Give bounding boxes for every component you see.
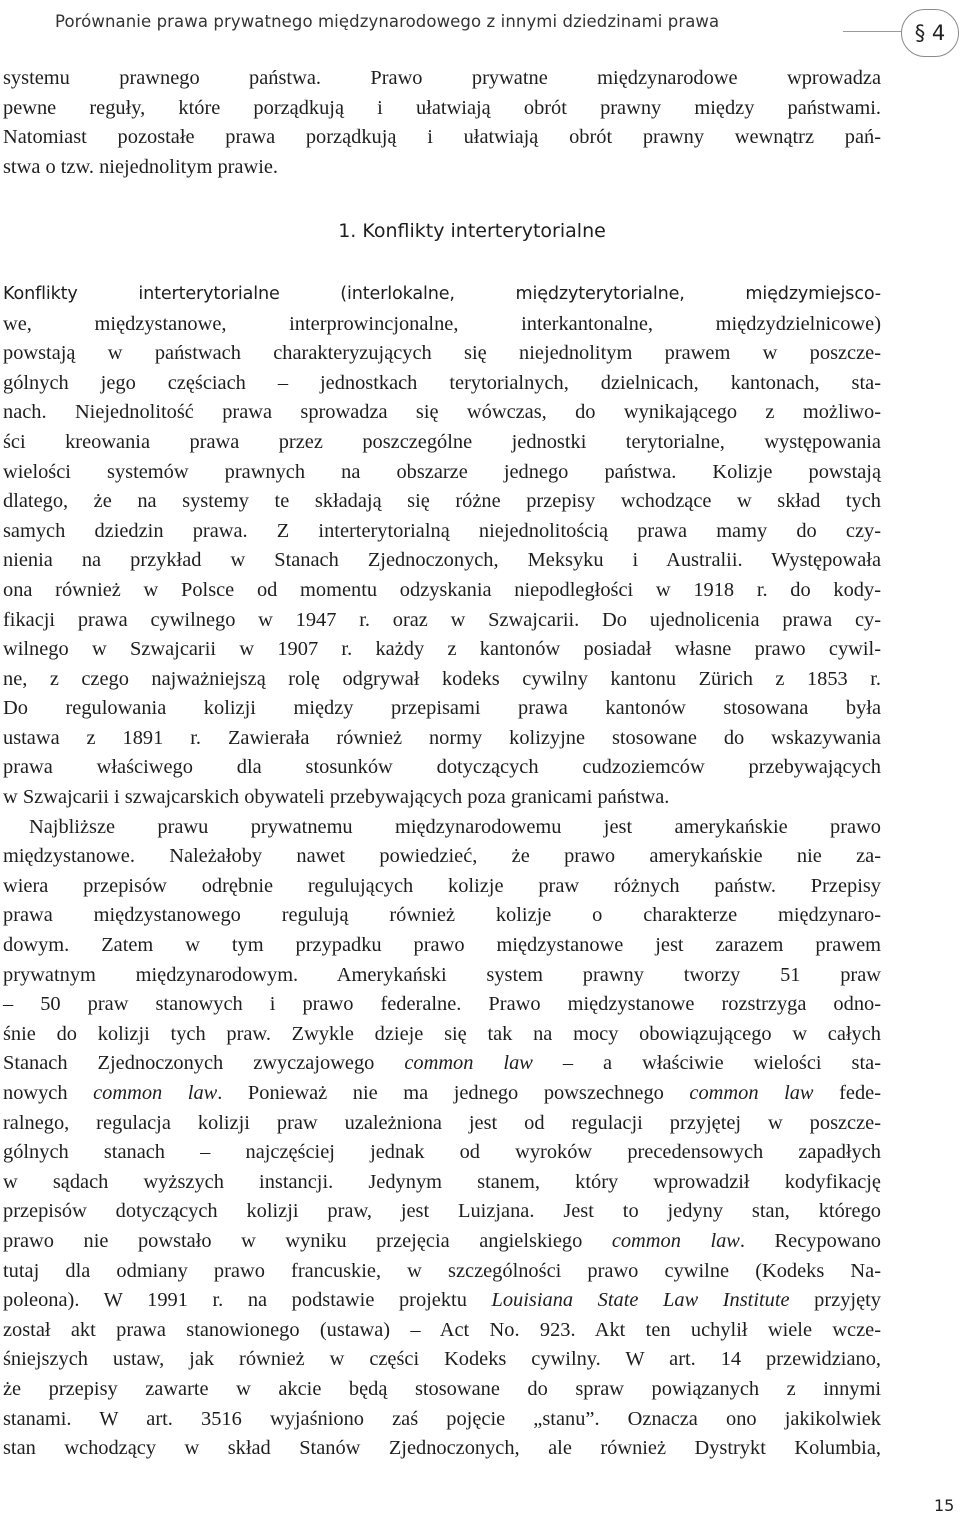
text-line: że przepisy zawarte w akcie będą stosowane do spraw powiązanych z innymi <box>3 1377 881 1400</box>
text-line: gólnych stanach – najczęściej jednak od wyroków precedensowych zapadłych <box>3 1141 881 1164</box>
text-line: powstają w państwach charakteryzujących się niejednolitym prawem w poszcze- <box>3 342 881 365</box>
paragraph-1 <box>3 280 881 813</box>
text-line: wiera przepisów odrębnie regulujących kolizje praw różnych państw. Przepisy <box>3 874 881 897</box>
text-line: nienia na przykład w Stanach Zjednoczonych, Meksyku i Australii. Występowała <box>3 549 881 572</box>
text-line: prawa właściwego dla stosunków dotyczących cudzoziemców przebywających <box>3 756 881 779</box>
text-line: śnie do kolizji tych praw. Zwykle dzieje się tak na mocy obowiązującego w całych <box>3 1022 881 1045</box>
text-line: Natomiast pozostałe prawa porządkują i ułatwiają obrót prawny wewnątrz pań- <box>3 126 881 149</box>
text-line: dowym. Zatem w tym przypadku prawo międzystanowe jest zarazem prawem <box>3 934 881 957</box>
text-line <box>3 1049 881 1079</box>
text-line: Najbliższe prawu prywatnemu międzynarodowemu jest amerykańskie prawo <box>29 815 881 838</box>
page-number: 15 <box>934 1496 955 1515</box>
text-line: we, międzystanowe, interprowincjonalne, interkantonalne, międzydzielnicowe) <box>3 312 881 335</box>
text-line: fikacji prawa cywilnego w 1947 r. oraz w Szwajcarii. Do ujednolicenia prawa cy- <box>3 608 881 631</box>
text-run: przyjęty <box>789 1289 881 1312</box>
text-line: ści kreowania prawa przez poszczególne jednostki terytorialne, występowania <box>3 430 881 453</box>
text-line: dlatego, że na systemy te składają się różne przepisy wchodzące w skład tych <box>3 490 881 513</box>
text-line: stanami. W art. 3516 wyjaśniono zaś pojęcie „stanu”. Oznacza ono jakikolwiek <box>3 1407 881 1430</box>
text-line: ona również w Polsce od momentu odzyskania niepodległości w 1918 r. do kody- <box>3 578 881 601</box>
text-line: przepisów dotyczących kolizji praw, jest Luizjana. Jest to jedyny stan, którego <box>3 1200 881 1223</box>
text-line: prawa międzystanowego regulują również kolizje o charakterze międzynaro- <box>3 904 881 927</box>
text-line: w sądach wyższych instancji. Jedynym stanem, który wprowadził kodyfikację <box>3 1170 881 1193</box>
italic-term: common law <box>611 1229 740 1252</box>
section-badge: § 4 <box>901 9 959 57</box>
text-line: stwa o tzw. niejednolitym prawie. <box>3 155 279 178</box>
text-line: wilnego w Szwajcarii w 1907 r. każdy z kantonów posiadał własne prawo cywil- <box>3 638 881 661</box>
text-line: stan wchodzący w skład Stanów Zjednoczonych, ale również Dystrykt Kolumbia, <box>3 1437 881 1460</box>
italic-term: common law <box>404 1052 533 1075</box>
text-line: Konflikty interterytorialne (interlokalne, międzyterytorialne, międzymiejsco- <box>3 283 881 304</box>
text-run: fede- <box>813 1082 881 1104</box>
intro-paragraph <box>3 64 881 182</box>
text-line: prywatnym międzynarodowym. Amerykański system prawny tworzy 51 praw <box>3 963 881 986</box>
text-line <box>3 1079 881 1109</box>
text-run: poleona). W 1991 r. na podstawie projektu <box>3 1289 492 1312</box>
text-run: . Recypowano <box>739 1229 881 1252</box>
text-line: wielości systemów prawnych na obszarze jednego państwa. Kolizje powstają <box>3 460 881 483</box>
running-head-title: Porównanie prawa prywatnego międzynarodowego z innymi dziedzinami prawa <box>55 12 720 31</box>
text-line: ne, z czego najważniejszą rolę odgrywał kodeks cywilny kantonu Zürich z 1853 r. <box>3 667 881 690</box>
text-run: nowych <box>3 1082 94 1104</box>
text-line: gólnych jego częściach – jednostkach terytorialnych, dzielnicach, kantonach, sta- <box>3 371 881 394</box>
text-line: tutaj dla odmiany prawo francuskie, w szczególności prawo cywilne (Kodeks Na- <box>3 1259 881 1282</box>
text-line: w Szwajcarii i szwajcarskich obywateli przebywających poza granicami państwa. <box>3 786 670 809</box>
page-body <box>3 64 881 1464</box>
text-line: nach. Niejednolitość prawa sprowadza się wówczas, do wynikającego z możliwo- <box>3 401 881 424</box>
section-heading: 1. Konflikty interterytorialne <box>338 220 606 243</box>
text-line: został akt prawa stanowionego (ustawa) – Act No. 923. Akt ten uchylił wiele wcze- <box>3 1318 881 1341</box>
text-line: międzystanowe. Należałoby nawet powiedzieć, że prawo amerykańskie nie za- <box>3 845 881 868</box>
text-line: ustawa z 1891 r. Zawierała również normy kolizyjne stosowane do wskazywania <box>3 726 881 749</box>
header-rule <box>843 31 901 32</box>
text-run: – a właściwie wielości sta- <box>532 1052 881 1075</box>
text-line: samych dziedzin prawa. Z interterytorialną niejednolitością prawa mamy do czy- <box>3 519 881 542</box>
text-run: prawo nie powstało w wyniku przejęcia angielskiego <box>3 1229 612 1252</box>
italic-term: common law <box>93 1082 218 1104</box>
text-line: – 50 praw stanowych i prawo federalne. Prawo międzystanowe rozstrzyga odno- <box>3 993 881 1016</box>
text-line <box>3 1227 881 1257</box>
text-run: Stanach Zjednoczonych zwyczajowego <box>3 1052 405 1075</box>
text-line <box>3 1286 881 1316</box>
italic-term: Louisiana State Law Institute <box>491 1289 790 1312</box>
text-line: pewne reguły, które porządkują i ułatwiają obrót prawny między państwami. <box>3 96 881 119</box>
text-line: śniejszych ustaw, jak również w części Kodeks cywilny. W art. 14 przewidziano, <box>3 1348 881 1371</box>
paragraph-2 <box>3 813 881 1464</box>
text-run: . Ponieważ nie ma jednego powszechnego <box>217 1082 690 1104</box>
text-line: ralnego, regulacja kolizji praw uzależniona jest od regulacji przyjętej w poszcze- <box>3 1111 881 1134</box>
italic-term: common law <box>689 1082 814 1104</box>
text-line: systemu prawnego państwa. Prawo prywatne międzynarodowe wprowadza <box>3 67 881 89</box>
text-line: Do regulowania kolizji między przepisami prawa kantonów stosowana była <box>3 697 881 720</box>
